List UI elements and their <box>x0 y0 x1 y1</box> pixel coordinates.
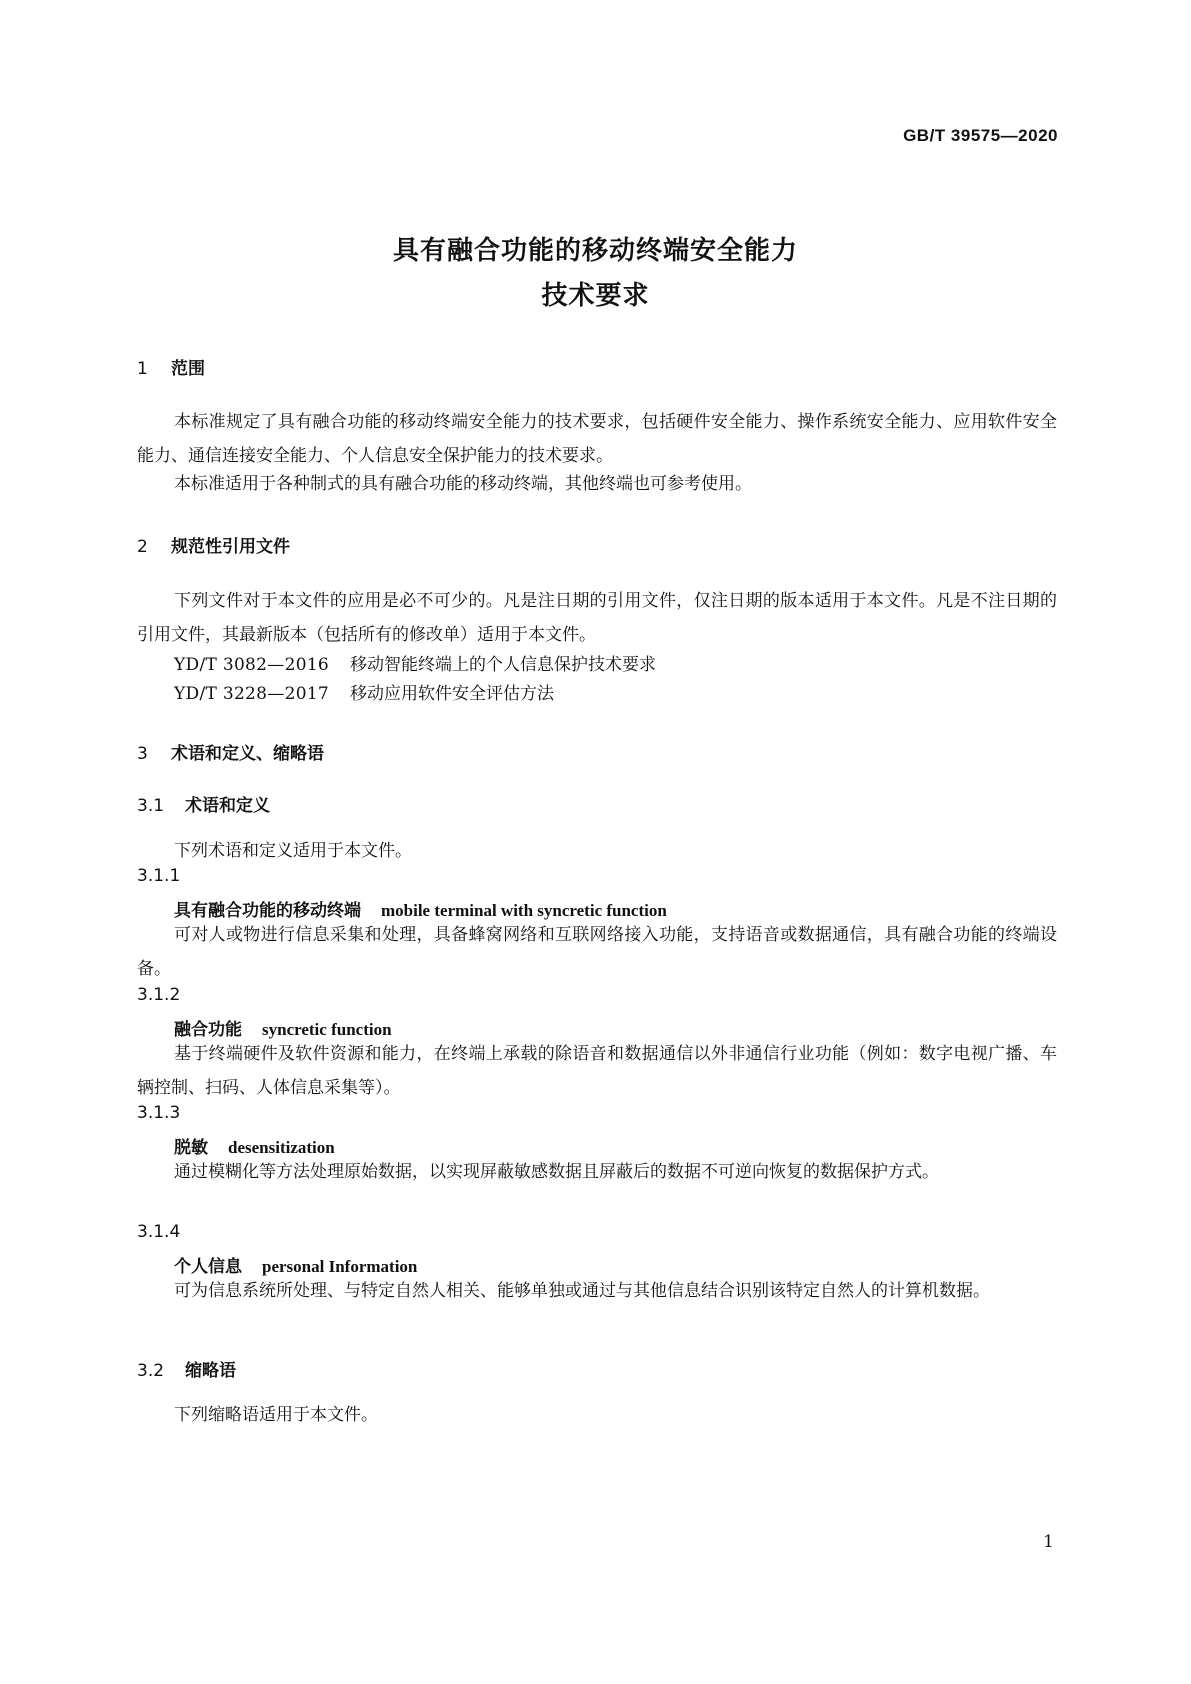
section-2-paragraph: 下列文件对于本文件的应用是必不可少的。凡是注日期的引用文件，仅注日期的版本适用于本文件。凡是不注日期的引用文件，其最新版本（包括所有的修改单）适用于本文件。 <box>137 591 1057 645</box>
term-zh: 具有融合功能的移动终端 <box>174 901 361 921</box>
term-definition: 通过模糊化等方法处理原始数据，以实现屏蔽敏感数据且屏蔽后的数据不可逆向恢复的数据保护方式。 <box>174 1162 939 1182</box>
abbreviations-intro: 下列缩略语适用于本文件。 <box>174 1405 378 1425</box>
term-number: 3.1.4 <box>137 1222 181 1242</box>
terms-intro: 下列术语和定义适用于本文件。 <box>174 841 412 861</box>
reference-code: YD/T 3082—2016 <box>174 655 330 675</box>
section-1-paragraph-1: 本标准规定了具有融合功能的移动终端安全能力的技术要求，包括硬件安全能力、操作系统安全能力、应用软件安全能力、通信连接安全能力、个人信息安全保护能力的技术要求。 <box>137 412 1057 466</box>
section-number: 2 <box>137 537 148 557</box>
section-1-heading <box>137 354 205 379</box>
term-definition: 可为信息系统所处理、与特定自然人相关、能够单独或通过与其他信息结合识别该特定自然人的计算机数据。 <box>174 1281 990 1301</box>
term-number: 3.1.3 <box>137 1103 181 1123</box>
section-number: 3 <box>137 744 148 764</box>
subsection-title: 术语和定义 <box>185 796 270 816</box>
term-en: mobile terminal with syncretic function <box>381 901 667 920</box>
reference-title: 移动智能终端上的个人信息保护技术要求 <box>350 655 656 675</box>
section-title: 范围 <box>171 359 205 379</box>
subsection-number: 3.1 <box>137 796 165 816</box>
term-number: 3.1.2 <box>137 985 181 1005</box>
term-zh: 个人信息 <box>174 1257 242 1277</box>
term-en: syncretic function <box>262 1020 392 1039</box>
reference-title: 移动应用软件安全评估方法 <box>350 684 554 704</box>
term-definition: 可对人或物进行信息采集和处理，具备蜂窝网络和互联网络接入功能，支持语音或数据通信，具有融合功能的终端设备。 <box>137 925 1057 979</box>
subsection-title: 缩略语 <box>185 1361 236 1381</box>
term-zh: 脱敏 <box>174 1138 208 1158</box>
standard-number: GB/T 39575—2020 <box>903 126 1058 145</box>
section-2-heading <box>137 532 290 557</box>
term-en: personal Information <box>262 1257 418 1276</box>
page-number: 1 <box>1043 1532 1054 1552</box>
term-definition: 基于终端硬件及软件资源和能力，在终端上承载的除语音和数据通信以外非通信行业功能（例如：数字电视广播、车辆控制、扫码、人体信息采集等）。 <box>137 1044 1057 1098</box>
section-title: 术语和定义、缩略语 <box>171 744 324 764</box>
subsection-number: 3.2 <box>137 1361 165 1381</box>
section-3-heading <box>137 739 324 764</box>
reference-item <box>174 679 554 704</box>
reference-item <box>174 650 656 675</box>
document-title-line1: 具有融合功能的移动终端安全能力 <box>392 236 798 266</box>
section-1-paragraph-2: 本标准适用于各种制式的具有融合功能的移动终端，其他终端也可参考使用。 <box>174 474 752 494</box>
reference-code: YD/T 3228—2017 <box>174 684 330 704</box>
section-number: 1 <box>137 359 148 379</box>
term-number: 3.1.1 <box>137 866 181 886</box>
section-title: 规范性引用文件 <box>171 537 290 557</box>
subsection-3-2-heading <box>137 1356 236 1381</box>
document-title-line2: 技术要求 <box>541 281 650 311</box>
subsection-3-1-heading <box>137 791 270 816</box>
term-zh: 融合功能 <box>174 1020 242 1040</box>
term-en: desensitization <box>228 1138 335 1157</box>
